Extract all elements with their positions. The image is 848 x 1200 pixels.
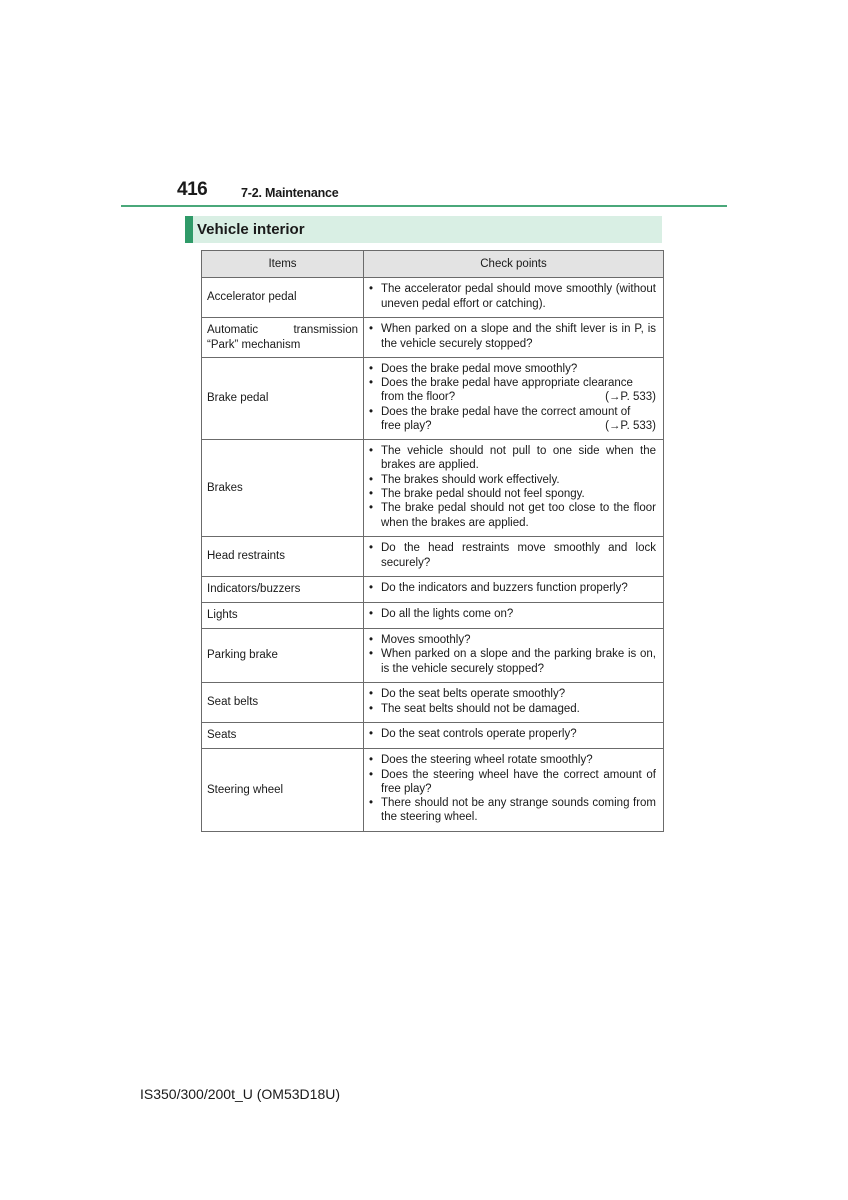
row-item: Indicators/buzzers [202,577,364,603]
row-item: Automatic transmission “Park” mechanism [202,318,364,358]
check-point-continuation: from the floor? [381,391,456,404]
column-header-items: Items [202,251,364,278]
check-point: • Do the indicators and buzzers function properly? [367,581,656,595]
check-point: • Do the head restraints move smoothly and lock securely? [367,541,656,570]
column-header-check-points: Check points [364,251,664,278]
page-number: 416 [177,179,208,200]
row-check-points [364,537,664,577]
footer-model-code: IS350/300/200t_U (OM53D18U) [140,1086,340,1102]
check-point-text: Does the brake pedal have appropriate clearance [381,377,633,390]
table-row [202,629,664,683]
check-point: • When parked on a slope and the shift lever is in P, is the vehicle securely stopped? [367,322,656,351]
check-point: • Does the steering wheel rotate smoothly? [367,753,656,767]
table-header-row [202,251,664,278]
row-item: Accelerator pedal [202,278,364,318]
row-item: Brakes [202,440,364,537]
row-check-points [364,577,664,603]
table-row [202,683,664,723]
section-label: 7-2. Maintenance [241,186,339,200]
table-row [202,358,664,440]
check-point-text: Does the brake pedal have the correct amount of [381,405,631,418]
row-check-points [364,440,664,537]
inspection-table [201,250,664,832]
row-item: Parking brake [202,629,364,683]
table-row [202,440,664,537]
check-point: • The brake pedal should not get too close to the floor when the brakes are applied. [367,501,656,530]
check-point-ref-line [381,419,656,433]
row-check-points [364,629,664,683]
page-reference: (→P. 533) [605,419,656,432]
check-point: • Does the steering wheel have the correct amount of free play? [367,768,656,797]
table-row [202,318,664,358]
row-check-points [364,723,664,749]
row-item: Seat belts [202,683,364,723]
check-point-ref-line [381,390,656,404]
check-point: • The vehicle should not pull to one side when the brakes are applied. [367,444,656,473]
check-point: • Moves smoothly? [367,633,656,647]
row-check-points [364,278,664,318]
row-item: Head restraints [202,537,364,577]
header-divider [121,205,727,207]
check-point: • Do all the lights come on? [367,607,656,621]
check-point: • Does the brake pedal move smoothly? [367,362,656,376]
row-item: Brake pedal [202,358,364,440]
table-row [202,278,664,318]
row-check-points [364,603,664,629]
check-point: • The seat belts should not be damaged. [367,702,656,716]
table-row [202,537,664,577]
table-row [202,749,664,832]
row-check-points [364,318,664,358]
row-check-points [364,749,664,832]
check-point: • There should not be any strange sounds coming from the steering wheel. [367,796,656,825]
check-point: • Do the seat belts operate smoothly? [367,687,656,701]
check-point: • The brake pedal should not feel spongy. [367,487,656,501]
check-point: • When parked on a slope and the parking brake is on, is the vehicle securely stopped? [367,647,656,676]
row-item: Lights [202,603,364,629]
check-point: • The brakes should work effectively. [367,473,656,487]
row-item: Steering wheel [202,749,364,832]
table-row [202,723,664,749]
page-reference: (→P. 533) [605,391,656,404]
check-point: • Do the seat controls operate properly? [367,727,656,741]
row-item: Seats [202,723,364,749]
table-row [202,577,664,603]
check-point [367,376,656,405]
row-check-points [364,358,664,440]
row-check-points [364,683,664,723]
check-point: • The accelerator pedal should move smoothly (without uneven pedal effort or catching). [367,282,656,311]
check-point-continuation: free play? [381,419,432,432]
check-point [367,405,656,434]
section-heading: Vehicle interior [185,216,662,243]
table-row [202,603,664,629]
